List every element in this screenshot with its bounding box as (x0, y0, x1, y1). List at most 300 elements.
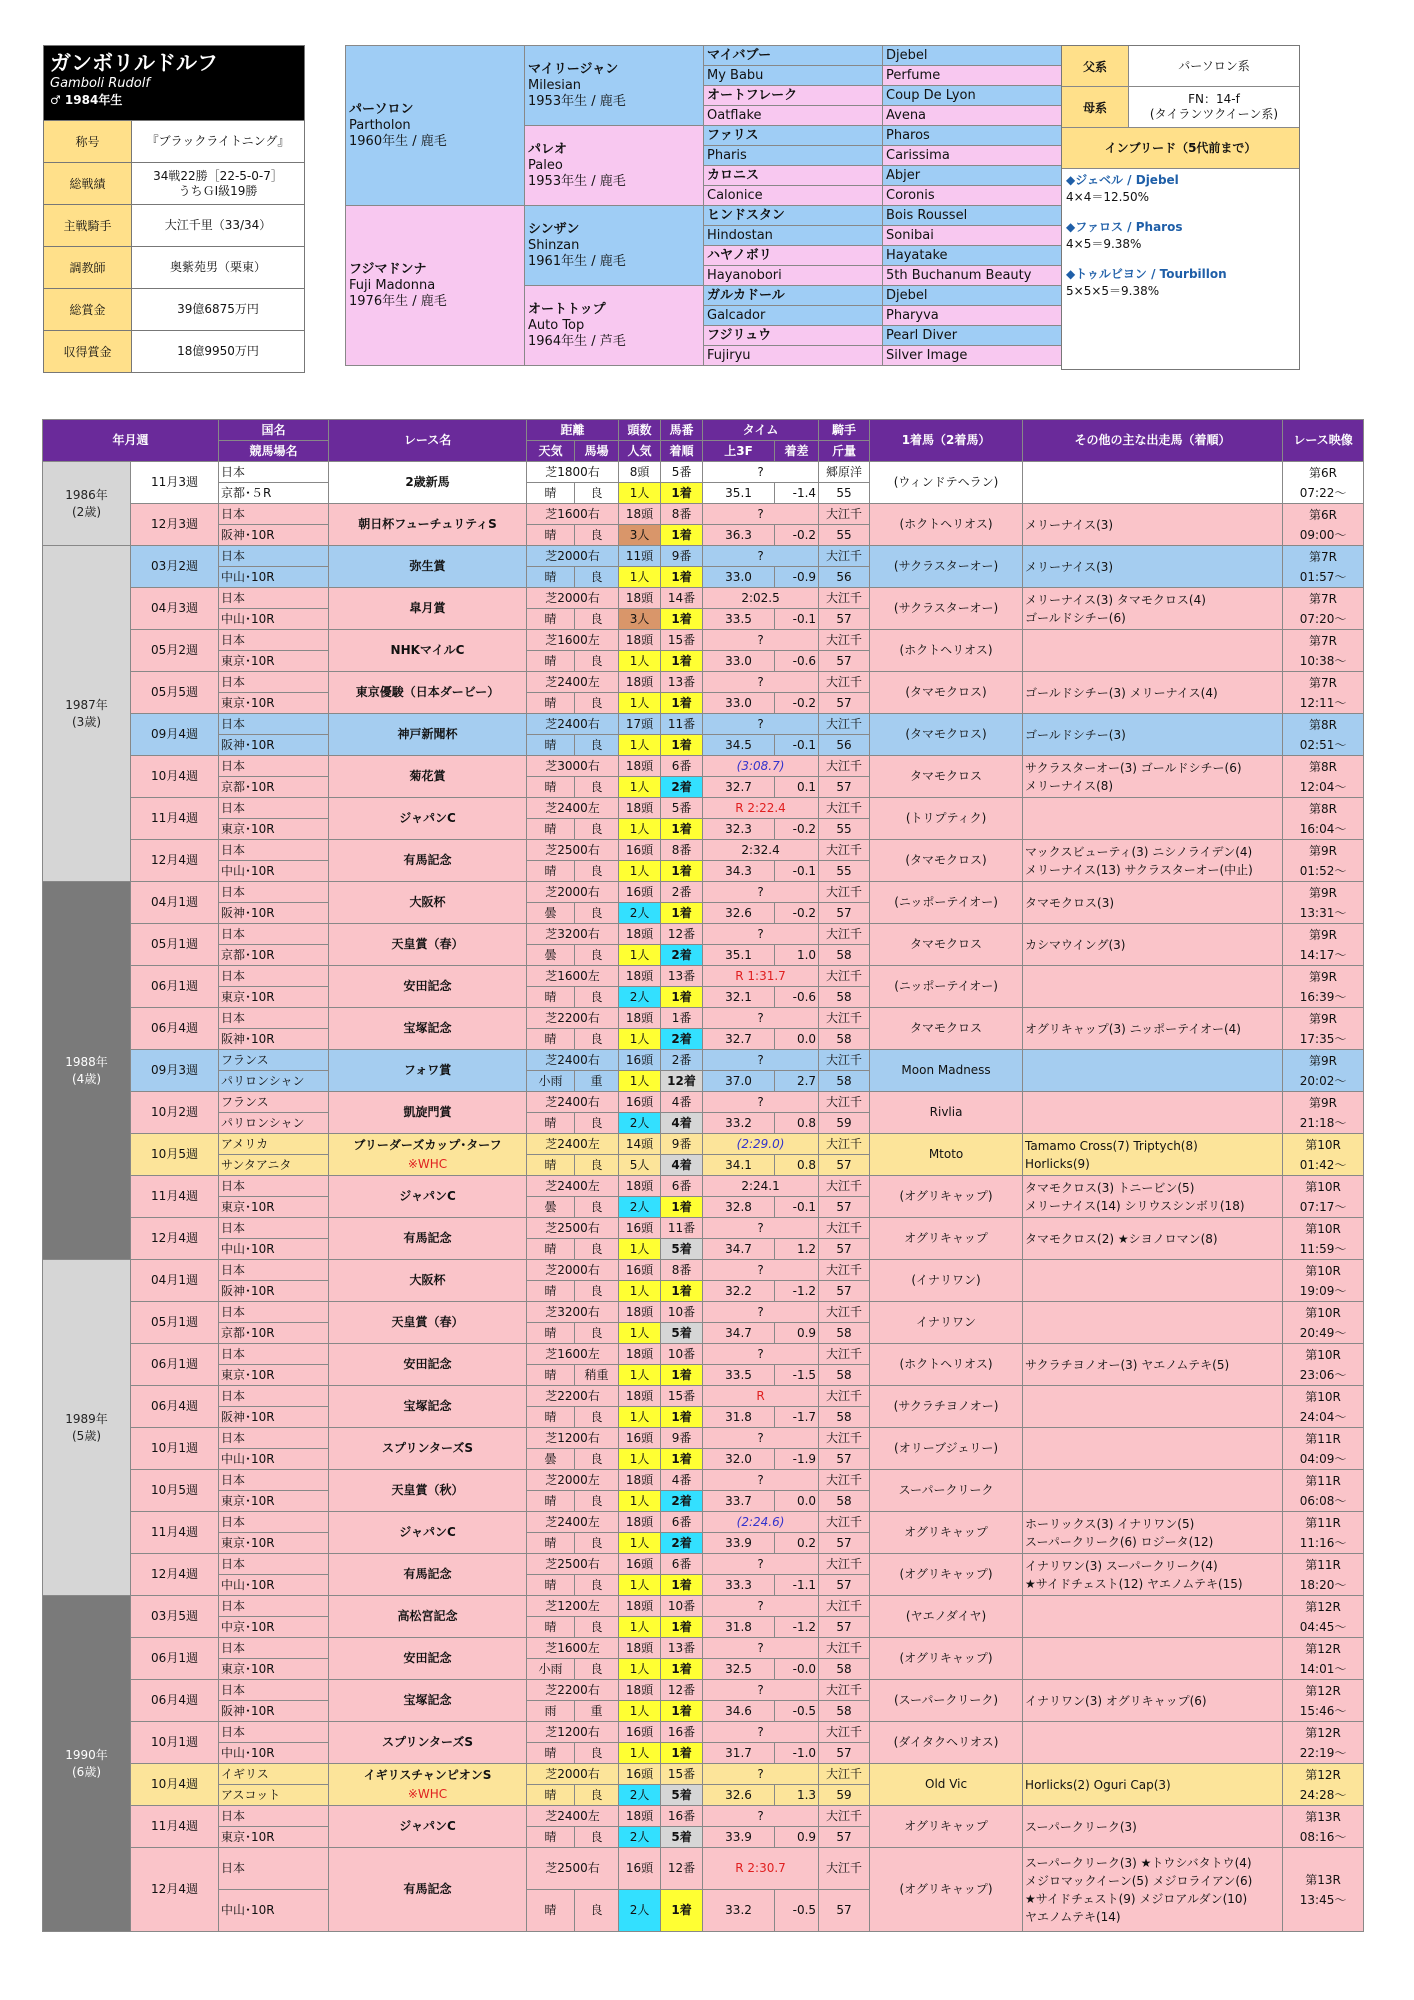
race-video-time[interactable]: 11:16～ (1299, 1535, 1347, 1550)
race-video-round[interactable]: 第12R (1305, 1725, 1341, 1740)
race-video[interactable] (1283, 504, 1364, 546)
race-venue: 東京･10R (219, 651, 329, 672)
race-week: 12月4週 (131, 1848, 219, 1932)
race-video-round[interactable]: 第10R (1305, 1137, 1341, 1152)
race-distance: 芝2000左 (527, 1470, 619, 1491)
year-age: (3歳) (72, 714, 101, 729)
race-week: 04月1週 (131, 882, 219, 924)
race-video[interactable] (1283, 1848, 1364, 1932)
race-video-time[interactable]: 14:01～ (1299, 1661, 1347, 1676)
inbreed-name: ◆ファロス / Pharos (1066, 220, 1183, 234)
race-going: 良 (575, 735, 619, 756)
profile-row-label: 調教師 (44, 247, 132, 288)
horse-name-ja: ガンボリルドルフ (50, 51, 218, 75)
race-video[interactable] (1283, 966, 1364, 1008)
race-distance: 芝2000右 (527, 588, 619, 609)
race-jockey: 大江千 (819, 1008, 870, 1029)
inbreed-name: ◆トゥルビヨン / Tourbillon (1066, 267, 1227, 281)
race-name-text: 宝塚記念 (403, 1399, 452, 1413)
race-video[interactable] (1283, 1512, 1364, 1554)
race-country: 日本 (219, 714, 329, 735)
race-gate: 10番 (661, 1596, 703, 1617)
race-distance: 芝2400左 (527, 1512, 619, 1533)
race-video[interactable] (1283, 1092, 1364, 1134)
race-video-time[interactable]: 22:19～ (1299, 1745, 1347, 1760)
race-video-round[interactable]: 第8R (1309, 759, 1338, 774)
race-video-round[interactable]: 第9R (1309, 843, 1338, 858)
profile-row-value (132, 163, 304, 204)
race-distance: 芝2500右 (527, 1218, 619, 1239)
race-others-text: タマモクロス(3) (1025, 895, 1115, 910)
race-jockey: 大江千 (819, 1596, 870, 1617)
race-winner: (サクラチヨノオー) (870, 1386, 1023, 1428)
race-popularity: 1人 (619, 1281, 661, 1302)
race-video-time[interactable]: 11:59～ (1299, 1241, 1347, 1256)
race-video-round[interactable]: 第9R (1309, 1053, 1338, 1068)
race-row-top (43, 1764, 1364, 1785)
great-grandparent-cell: オートフレーク (704, 86, 883, 106)
race-time: ? (703, 630, 819, 651)
race-heads: 18頭 (619, 630, 661, 651)
race-name (329, 1554, 527, 1596)
race-name-text: 高松宮記念 (397, 1609, 458, 1623)
race-video-time[interactable]: 10:38～ (1299, 653, 1347, 668)
profile-row-text: 『ブラックライトニング』 (146, 134, 290, 148)
race-name-text: 弥生賞 (409, 559, 446, 573)
race-video-time[interactable]: 07:17～ (1299, 1199, 1347, 1214)
race-row-top (43, 1176, 1364, 1197)
race-video-round[interactable]: 第9R (1309, 1011, 1338, 1026)
race-name-text: 天皇賞（春） (391, 1315, 464, 1329)
pedigree-row (346, 206, 1062, 226)
race-video-time[interactable]: 20:02～ (1299, 1073, 1347, 1088)
race-video[interactable] (1283, 1176, 1364, 1218)
great-grandparent-cell: Fujiryu (704, 346, 883, 366)
race-row-top (43, 1344, 1364, 1365)
year-cell (43, 1260, 131, 1596)
race-weather: 晴 (527, 1575, 575, 1596)
race-video[interactable] (1283, 1470, 1364, 1512)
race-finish: 5着 (661, 1323, 703, 1344)
header-time: タイム (703, 420, 819, 441)
inbreed-item (1062, 216, 1299, 263)
race-gate: 1番 (661, 1008, 703, 1029)
race-video-round[interactable]: 第12R (1305, 1683, 1341, 1698)
race-distance: 芝1600左 (527, 1344, 619, 1365)
race-country: 日本 (219, 462, 329, 483)
race-venue: 中山･10R (219, 1575, 329, 1596)
great-grandparent-cell: Hayanobori (704, 266, 883, 286)
race-video-round[interactable]: 第12R (1305, 1599, 1341, 1614)
race-video[interactable] (1283, 1806, 1364, 1848)
race-finish: 1着 (661, 735, 703, 756)
race-margin: -0.5 (775, 1890, 819, 1932)
race-video-time[interactable]: 12:04～ (1299, 779, 1347, 794)
race-video[interactable] (1283, 924, 1364, 966)
race-country: 日本 (219, 1638, 329, 1659)
race-video-time[interactable]: 01:57～ (1299, 569, 1347, 584)
header-distance: 距離 (527, 420, 619, 441)
race-video-round[interactable]: 第12R (1305, 1767, 1341, 1782)
race-winner: (ニッポーテイオー) (870, 882, 1023, 924)
race-video-round[interactable]: 第12R (1305, 1641, 1341, 1656)
race-row-top (43, 1218, 1364, 1239)
race-jockey: 大江千 (819, 1302, 870, 1323)
race-name-text: 宝塚記念 (403, 1021, 452, 1035)
race-name-text: フォワ賞 (403, 1063, 452, 1077)
race-heads: 18頭 (619, 1596, 661, 1617)
race-venue: 阪神･10R (219, 525, 329, 546)
race-last3f: 33.2 (703, 1113, 775, 1134)
race-video[interactable] (1283, 840, 1364, 882)
race-video-time[interactable]: 16:39～ (1299, 989, 1347, 1004)
race-venue: 京都･10R (219, 945, 329, 966)
race-video-round[interactable]: 第11R (1305, 1557, 1341, 1572)
race-going: 良 (575, 1323, 619, 1344)
race-winner: (サクラスターオー) (870, 546, 1023, 588)
race-video[interactable] (1283, 1638, 1364, 1680)
race-gate: 13番 (661, 1638, 703, 1659)
race-video[interactable] (1283, 1596, 1364, 1638)
race-time: R 2:30.7 (703, 1848, 819, 1890)
whc-note: ※WHC (407, 1786, 448, 1801)
race-video[interactable] (1283, 1428, 1364, 1470)
race-last3f: 33.0 (703, 651, 775, 672)
race-video-round[interactable]: 第11R (1305, 1515, 1341, 1530)
race-video[interactable] (1283, 462, 1364, 504)
race-heads: 18頭 (619, 1806, 661, 1827)
race-name (329, 1260, 527, 1302)
race-others (1023, 966, 1283, 1008)
g4-ancestor-cell: Djebel (883, 286, 1062, 306)
grandparent-info: 1964年生 / 芦毛 (528, 333, 626, 349)
inbreed-calc: 4×4＝12.50% (1066, 190, 1150, 204)
race-video-round[interactable]: 第7R (1309, 675, 1338, 690)
race-weight: 58 (819, 1323, 870, 1344)
race-video-time[interactable]: 16:04～ (1299, 821, 1347, 836)
race-heads: 11頭 (619, 546, 661, 567)
race-popularity: 1人 (619, 735, 661, 756)
race-jockey: 大江千 (819, 1638, 870, 1659)
race-time: ? (703, 1806, 819, 1827)
profile-row-sub: うちＧⅠ級19勝 (178, 183, 258, 198)
race-winner: (イナリワン) (870, 1260, 1023, 1302)
race-weight: 59 (819, 1785, 870, 1806)
race-video-round[interactable]: 第13R (1305, 1809, 1341, 1824)
race-venue: 中山･10R (219, 861, 329, 882)
profile-row-label: 総戦績 (44, 163, 132, 204)
race-video-time[interactable]: 23:06～ (1299, 1367, 1347, 1382)
race-jockey: 大江千 (819, 1722, 870, 1743)
race-jockey: 大江千 (819, 630, 870, 651)
race-video[interactable] (1283, 756, 1364, 798)
race-weather: 晴 (527, 1407, 575, 1428)
race-video-time[interactable]: 13:45～ (1299, 1892, 1347, 1907)
race-heads: 18頭 (619, 588, 661, 609)
race-video-round[interactable]: 第9R (1309, 1095, 1338, 1110)
race-margin: 1.0 (775, 945, 819, 966)
dam-line-value (1129, 87, 1299, 127)
race-record-table (42, 419, 1364, 1932)
race-heads: 14頭 (619, 1134, 661, 1155)
race-weight: 58 (819, 1701, 870, 1722)
race-video-time[interactable]: 19:09～ (1299, 1283, 1347, 1298)
race-margin: -1.1 (775, 1575, 819, 1596)
race-video[interactable] (1283, 798, 1364, 840)
race-week: 10月4週 (131, 1764, 219, 1806)
race-week: 10月4週 (131, 756, 219, 798)
header-video: レース映像 (1283, 420, 1364, 462)
race-video[interactable] (1283, 630, 1364, 672)
race-video-time[interactable]: 20:49～ (1299, 1325, 1347, 1340)
race-finish: 4着 (661, 1113, 703, 1134)
race-video-time[interactable]: 02:51～ (1299, 737, 1347, 752)
year-label: 1987年 (65, 697, 108, 712)
year-cell (43, 882, 131, 1260)
race-video-time[interactable]: 24:04～ (1299, 1409, 1347, 1424)
race-video-round[interactable]: 第10R (1305, 1389, 1341, 1404)
race-others-text: カシマウイング(3) (1025, 937, 1126, 952)
race-video[interactable] (1283, 1260, 1364, 1302)
race-video-round[interactable]: 第9R (1309, 969, 1338, 984)
race-video-time[interactable]: 14:17～ (1299, 947, 1347, 962)
race-weather: 小雨 (527, 1659, 575, 1680)
race-video-round[interactable]: 第13R (1305, 1872, 1341, 1887)
race-venue: 阪神･10R (219, 903, 329, 924)
race-name (329, 840, 527, 882)
race-margin: 0.1 (775, 777, 819, 798)
race-week: 12月3週 (131, 504, 219, 546)
race-popularity: 1人 (619, 1407, 661, 1428)
race-time: ? (703, 1596, 819, 1617)
race-video[interactable] (1283, 1302, 1364, 1344)
race-video[interactable] (1283, 882, 1364, 924)
pedigree-row (346, 46, 1062, 66)
race-row-top (43, 1680, 1364, 1701)
g4-ancestor-cell: Silver Image (883, 346, 1062, 366)
g4-ancestor-cell: Hayatake (883, 246, 1062, 266)
race-video-time[interactable]: 04:09～ (1299, 1451, 1347, 1466)
race-video-round[interactable]: 第6R (1309, 507, 1338, 522)
race-time: ? (703, 1722, 819, 1743)
race-video-round[interactable]: 第7R (1309, 549, 1338, 564)
race-video-round[interactable]: 第8R (1309, 717, 1338, 732)
race-jockey: 大江千 (819, 1554, 870, 1575)
race-video-time[interactable]: 08:16～ (1299, 1829, 1347, 1844)
race-video[interactable] (1283, 1386, 1364, 1428)
race-winner: (トリプティク) (870, 798, 1023, 840)
race-video-round[interactable]: 第6R (1309, 465, 1338, 480)
race-last3f: 32.6 (703, 1785, 775, 1806)
race-week: 03月2週 (131, 546, 219, 588)
race-weight: 56 (819, 735, 870, 756)
race-time: ? (703, 1092, 819, 1113)
race-video-round[interactable]: 第10R (1305, 1263, 1341, 1278)
race-country: 日本 (219, 630, 329, 651)
profile-row-value (132, 205, 304, 246)
race-video[interactable] (1283, 1218, 1364, 1260)
dam-cell (346, 206, 525, 366)
race-video[interactable] (1283, 714, 1364, 756)
race-distance: 芝2400左 (527, 1806, 619, 1827)
race-gate: 11番 (661, 1218, 703, 1239)
race-popularity: 1人 (619, 1533, 661, 1554)
race-video-time[interactable]: 12:11～ (1299, 695, 1347, 710)
race-finish: 1着 (661, 1659, 703, 1680)
race-finish: 2着 (661, 945, 703, 966)
race-video-time[interactable]: 24:28～ (1299, 1787, 1347, 1802)
race-video-round[interactable]: 第10R (1305, 1347, 1341, 1362)
race-venue: 阪神･10R (219, 1029, 329, 1050)
race-time: ? (703, 462, 819, 483)
header-winner: 1着馬（2着馬） (870, 420, 1023, 462)
race-country: 日本 (219, 924, 329, 945)
race-name (329, 924, 527, 966)
race-weather: 晴 (527, 1323, 575, 1344)
race-video-round[interactable]: 第9R (1309, 885, 1338, 900)
race-others (1023, 1596, 1283, 1638)
race-going: 良 (575, 1890, 619, 1932)
race-video[interactable] (1283, 1764, 1364, 1806)
race-video-round[interactable]: 第9R (1309, 927, 1338, 942)
race-video-time[interactable]: 09:00～ (1299, 527, 1347, 542)
race-video-time[interactable]: 07:20～ (1299, 611, 1347, 626)
race-video-round[interactable]: 第10R (1305, 1221, 1341, 1236)
race-video-time[interactable]: 13:31～ (1299, 905, 1347, 920)
race-others (1023, 1470, 1283, 1512)
race-country: 日本 (219, 1302, 329, 1323)
year-cell (43, 546, 131, 882)
race-winner: (タマモクロス) (870, 714, 1023, 756)
race-popularity: 1人 (619, 1575, 661, 1596)
race-video-round[interactable]: 第11R (1305, 1431, 1341, 1446)
race-weight: 57 (819, 1449, 870, 1470)
race-others-text: Horlicks(2) Oguri Cap(3) (1025, 1777, 1171, 1792)
race-video[interactable] (1283, 1554, 1364, 1596)
race-going: 良 (575, 1533, 619, 1554)
race-name-text: 東京優駿（日本ダービー） (355, 685, 500, 699)
race-video-time[interactable]: 18:20～ (1299, 1577, 1347, 1592)
race-finish: 1着 (661, 483, 703, 504)
pedigree-table (345, 45, 1062, 366)
race-video-round[interactable]: 第7R (1309, 633, 1338, 648)
race-video[interactable] (1283, 1050, 1364, 1092)
header-last3f: 上3F (703, 441, 775, 462)
race-going: 良 (575, 945, 619, 966)
profile-row-value (132, 289, 304, 330)
race-video-round[interactable]: 第8R (1309, 801, 1338, 816)
race-video-time[interactable]: 17:35～ (1299, 1031, 1347, 1046)
race-others-text: タマモクロス(3) トニービン(5) メリーナイス(14) シリウスシンボリ(18) (1025, 1180, 1245, 1213)
race-time: ? (703, 1680, 819, 1701)
race-name-text: 安田記念 (403, 979, 452, 993)
race-heads: 18頭 (619, 1386, 661, 1407)
race-video-time[interactable]: 01:42～ (1299, 1157, 1347, 1172)
year-age: (5歳) (72, 1428, 101, 1443)
race-distance: 芝3200右 (527, 1302, 619, 1323)
race-gate: 10番 (661, 1344, 703, 1365)
race-video-round[interactable]: 第10R (1305, 1305, 1341, 1320)
profile-row-text: 大江千里（33/34） (164, 218, 272, 232)
race-jockey: 大江千 (819, 1344, 870, 1365)
race-last3f: 33.2 (703, 1890, 775, 1932)
race-margin: -0.1 (775, 861, 819, 882)
race-margin: 2.7 (775, 1071, 819, 1092)
race-video[interactable] (1283, 1344, 1364, 1386)
race-gate: 10番 (661, 1302, 703, 1323)
race-week: 10月5週 (131, 1470, 219, 1512)
race-week: 05月5週 (131, 672, 219, 714)
race-going: 良 (575, 777, 619, 798)
race-going: 良 (575, 987, 619, 1008)
race-week: 10月1週 (131, 1722, 219, 1764)
race-country: 日本 (219, 756, 329, 777)
race-video-round[interactable]: 第7R (1309, 591, 1338, 606)
race-video[interactable] (1283, 1722, 1364, 1764)
race-finish: 1着 (661, 1365, 703, 1386)
race-video[interactable] (1283, 672, 1364, 714)
race-name (329, 966, 527, 1008)
sire-name-en: Partholon (349, 117, 411, 133)
race-video[interactable] (1283, 1134, 1364, 1176)
race-name-text: 有馬記念 (403, 1231, 452, 1245)
race-week: 10月1週 (131, 1428, 219, 1470)
race-country: 日本 (219, 882, 329, 903)
race-popularity: 1人 (619, 777, 661, 798)
race-popularity: 2人 (619, 1827, 661, 1848)
race-weather: 雨 (527, 1701, 575, 1722)
race-week: 10月2週 (131, 1092, 219, 1134)
race-country: 日本 (219, 672, 329, 693)
race-distance: 芝1800右 (527, 462, 619, 483)
race-others (1023, 924, 1283, 966)
race-video-time[interactable]: 04:45～ (1299, 1619, 1347, 1634)
race-video[interactable] (1283, 546, 1364, 588)
race-video-time[interactable]: 15:46～ (1299, 1703, 1347, 1718)
race-winner: イナリワン (870, 1302, 1023, 1344)
year-age: (6歳) (72, 1764, 101, 1779)
race-video-time[interactable]: 06:08～ (1299, 1493, 1347, 1508)
race-video-time[interactable]: 21:18～ (1299, 1115, 1347, 1130)
race-going: 良 (575, 1659, 619, 1680)
race-finish: 2着 (661, 1491, 703, 1512)
race-video-time[interactable]: 01:52～ (1299, 863, 1347, 878)
race-gate: 16番 (661, 1806, 703, 1827)
year-cell (43, 462, 131, 546)
race-video-time[interactable]: 07:22～ (1299, 485, 1347, 500)
race-last3f: 32.0 (703, 1449, 775, 1470)
race-video-round[interactable]: 第10R (1305, 1179, 1341, 1194)
race-video-round[interactable]: 第11R (1305, 1473, 1341, 1488)
race-going: 良 (575, 1743, 619, 1764)
race-video[interactable] (1283, 588, 1364, 630)
great-grandparent-cell: Galcador (704, 306, 883, 326)
race-going: 良 (575, 1575, 619, 1596)
race-others-text: メリーナイス(3) タマモクロス(4) ゴールドシチー(6) (1025, 592, 1206, 625)
dam-info: 1976年生 / 鹿毛 (349, 293, 447, 309)
race-heads: 16頭 (619, 882, 661, 903)
race-video[interactable] (1283, 1008, 1364, 1050)
race-weather: 晴 (527, 987, 575, 1008)
race-popularity: 1人 (619, 567, 661, 588)
race-name-text: 安田記念 (403, 1357, 452, 1371)
race-video[interactable] (1283, 1680, 1364, 1722)
race-winner: (タマモクロス) (870, 672, 1023, 714)
race-country: 日本 (219, 1470, 329, 1491)
race-others (1023, 1050, 1283, 1092)
race-name (329, 546, 527, 588)
race-distance: 芝2400右 (527, 1050, 619, 1071)
